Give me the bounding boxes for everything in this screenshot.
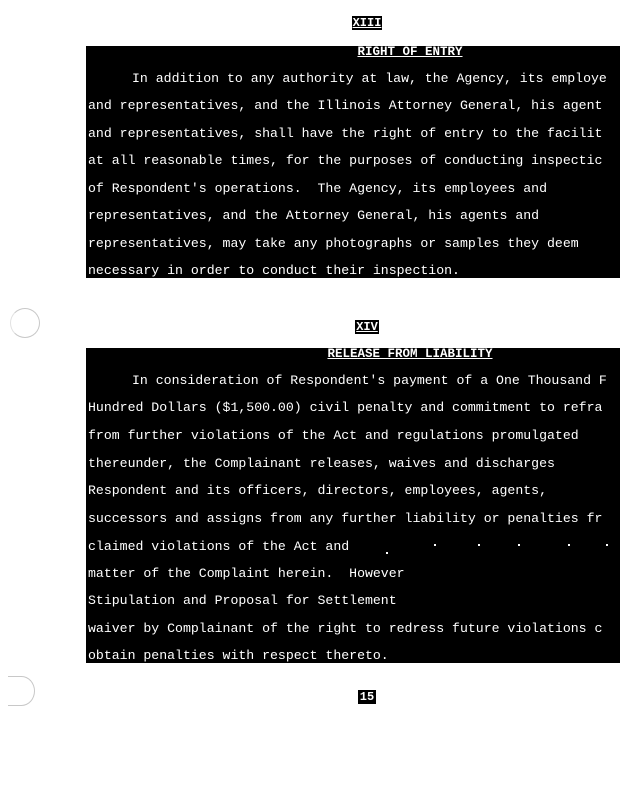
paragraph-line: Hundred Dollars ($1,500.00) civil penalty and commitment to refra bbox=[88, 400, 603, 415]
scan-speck bbox=[478, 544, 480, 546]
paragraph-line: from further violations of the Act and regulations promulgated bbox=[88, 428, 579, 443]
paragraph-line: necessary in order to conduct their inspection. bbox=[88, 263, 460, 278]
scan-speck bbox=[606, 544, 608, 546]
page-number-text: 15 bbox=[359, 690, 375, 704]
section-number-xiii bbox=[0, 16, 620, 30]
scan-speck bbox=[568, 544, 570, 546]
section-heading: RIGHT OF ENTRY bbox=[357, 46, 463, 59]
scan-speck bbox=[434, 544, 436, 546]
paragraph-line: waiver by Complainant of the right to redress future violations c bbox=[88, 621, 603, 636]
paragraph-line: and representatives, shall have the right of entry to the facilit bbox=[88, 126, 603, 141]
section-number-text: XIII bbox=[352, 16, 382, 30]
paragraph-line: matter of the Complaint herein. However bbox=[88, 566, 405, 581]
scan-speck bbox=[386, 552, 388, 554]
paragraph-line: claimed violations of the Act and bbox=[88, 539, 350, 554]
paragraph-line: and representatives, and the Illinois Attorney General, his agent bbox=[88, 98, 603, 113]
paragraph-line: of Respondent's operations. The Agency, its employees and bbox=[88, 181, 547, 196]
section-right-of-entry bbox=[86, 46, 620, 278]
section-release-from-liability bbox=[86, 348, 620, 663]
paragraph-line: Respondent and its officers, directors, employees, agents, bbox=[88, 483, 547, 498]
paragraph-line: successors and assigns from any further liability or penalties fr bbox=[88, 511, 603, 526]
section-number-xiv bbox=[0, 320, 620, 334]
paragraph-line: thereunder, the Complainant releases, waives and discharges bbox=[88, 456, 555, 471]
section-heading: RELEASE FROM LIABILITY bbox=[327, 348, 493, 361]
paragraph-line: representatives, may take any photographs or samples they deem bbox=[88, 236, 579, 251]
paragraph-line: obtain penalties with respect thereto. bbox=[88, 648, 389, 663]
section-number-text: XIV bbox=[356, 320, 378, 334]
paragraph-line: representatives, and the Attorney General, his agents and bbox=[88, 208, 540, 223]
paragraph-line: at all reasonable times, for the purposes of conducting inspectic bbox=[88, 153, 603, 168]
page-number bbox=[0, 690, 620, 704]
scan-speck bbox=[518, 544, 520, 546]
paragraph-line: In consideration of Respondent's payment of a One Thousand F bbox=[132, 373, 607, 388]
paragraph-line: Stipulation and Proposal for Settlement bbox=[88, 593, 397, 608]
paragraph-line: In addition to any authority at law, the Agency, its employe bbox=[132, 71, 607, 86]
